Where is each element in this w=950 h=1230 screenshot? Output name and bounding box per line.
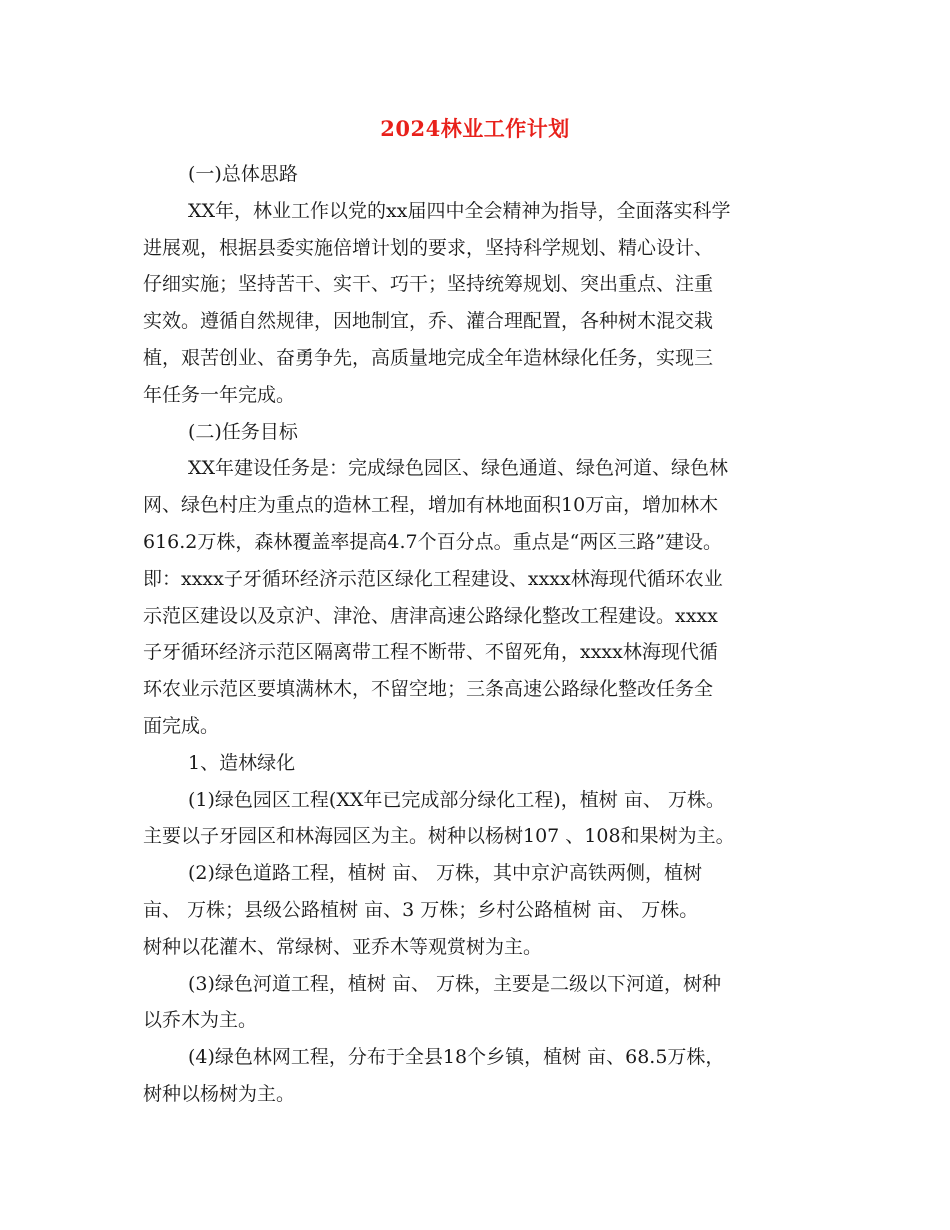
text-line: 主要以子牙园区和林海园区为主。树种以杨树107 、108和果树为主。: [143, 825, 735, 848]
text-line: 1、造林绿化: [188, 751, 296, 774]
text-line: 面完成。: [143, 714, 220, 737]
text-line: 子牙循环经济示范区隔离带工程不断带、不留死角，xxxx林海现代循: [143, 641, 718, 664]
text-line: (4)绿色林网工程，分布于全县18个乡镇，植树 亩、68.5万株，: [188, 1046, 725, 1069]
document-title: 2024林业工作计划: [380, 116, 570, 141]
text-line: (一)总体思路: [188, 163, 298, 185]
text-line: 以乔木为主。: [143, 1009, 258, 1032]
text-line: 网、绿色村庄为重点的造林工程，增加有林地面积10万亩，增加林木: [143, 494, 719, 517]
text-line: 示范区建设以及京沪、津沧、唐津高速公路绿化整改工程建设。xxxx: [143, 604, 718, 627]
text-line: 仔细实施；坚持苦干、实干、巧干；坚持统筹规划、突出重点、注重: [143, 273, 714, 296]
text-line: (2)绿色道路工程，植树 亩、 万株，其中京沪高铁两侧，植树: [188, 862, 702, 885]
text-line: 树种以花灌木、常绿树、亚乔木等观赏树为主。: [143, 935, 543, 958]
text-line: (二)任务目标: [188, 420, 298, 443]
text-line: XX年，林业工作以党的xx届四中全会精神为指导，全面落实科学: [188, 199, 731, 222]
text-line: 树种以杨树为主。: [143, 1082, 296, 1105]
text-line: (3)绿色河道工程，植树 亩、 万株，主要是二级以下河道，树种: [188, 972, 721, 995]
text-line: 616.2万株，森林覆盖率提高4.7个百分点。重点是“两区三路”建设。: [143, 530, 723, 553]
text-line: 环农业示范区要填满林木，不留空地；三条高速公路绿化整改任务全: [143, 678, 714, 701]
text-line: 年任务一年完成。: [143, 383, 296, 406]
text-line: (1)绿色园区工程(XX年已完成部分绿化工程)，植树 亩、 万株。: [188, 788, 725, 811]
text-line: 实效。遵循自然规律，因地制宜，乔、灌合理配置，各种树木混交栽: [143, 310, 714, 333]
text-line: 进展观，根据县委实施倍增计划的要求，坚持科学规划、精心设计、: [143, 236, 714, 259]
document-body: [143, 156, 811, 1113]
text-line: 植，艰苦创业、奋勇争先，高质量地完成全年造林绿化任务，实现三: [143, 346, 714, 369]
text-line: 即：xxxx子牙循环经济示范区绿化工程建设、xxxx林海现代循环农业: [143, 567, 723, 590]
text-line: XX年建设任务是：完成绿色园区、绿色通道、绿色河道、绿色林: [188, 457, 729, 480]
text-line: 亩、 万株；县级公路植树 亩、3 万株；乡村公路植树 亩、 万株。: [143, 898, 699, 921]
